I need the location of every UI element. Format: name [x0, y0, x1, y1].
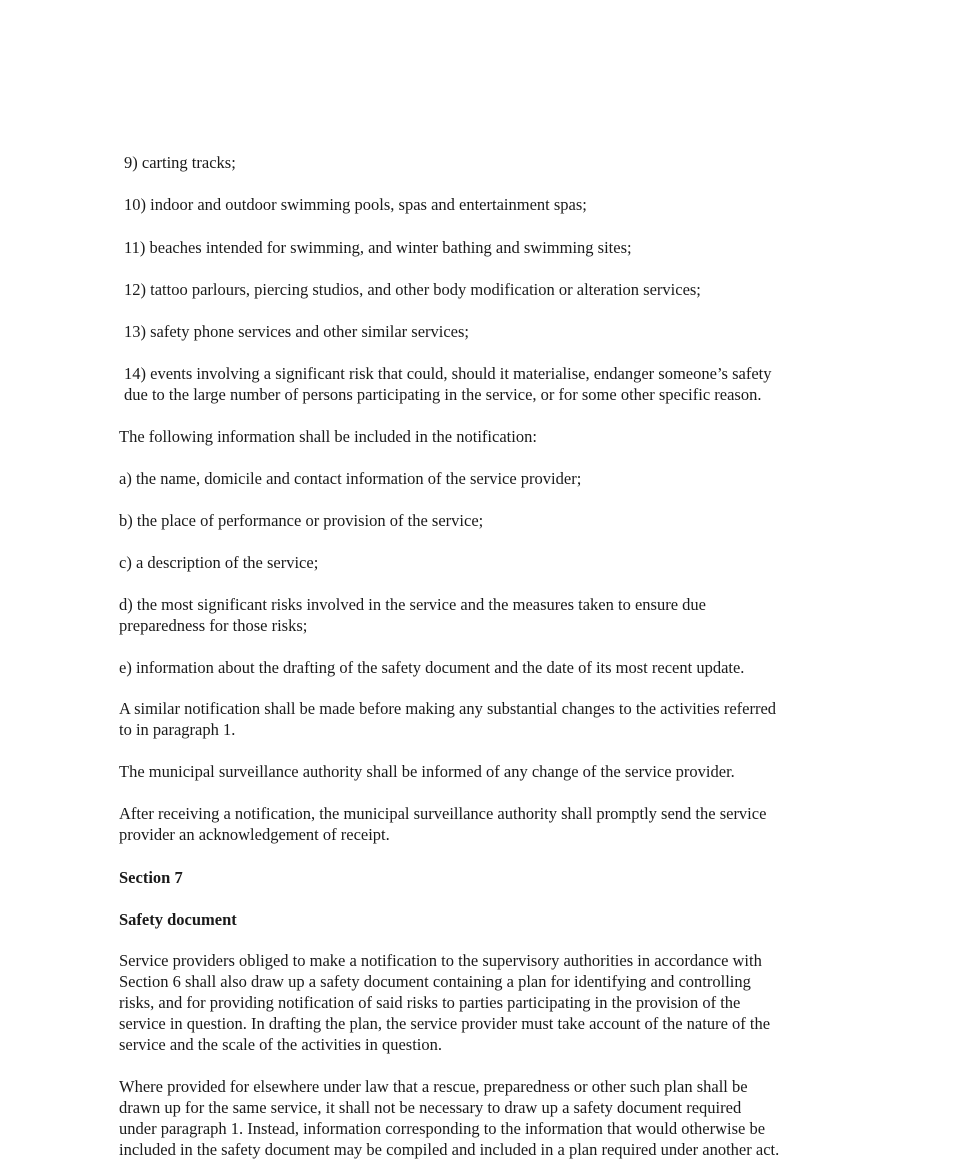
rescue-para-line1: Where provided for elsewhere under law that a rescue, preparedness or other such plan shall be — [119, 1077, 748, 1096]
info-item-d-line2: preparedness for those risks; — [119, 616, 308, 635]
list-item-9: 9) carting tracks; — [124, 153, 236, 172]
safety-para-line1: Service providers obliged to make a notification to the supervisory authorities in accordance with — [119, 951, 762, 970]
rescue-para-line2: drawn up for the same service, it shall not be necessary to draw up a safety document required — [119, 1098, 742, 1117]
list-item-13: 13) safety phone services and other similar services; — [124, 322, 470, 341]
info-item-c: c) a description of the service; — [119, 553, 319, 572]
list-item-10: 10) indoor and outdoor swimming pools, spas and entertainment spas; — [124, 195, 587, 214]
safety-para-line4: service in question. In drafting the plan, the service provider must take account of the nature of the — [119, 1014, 771, 1033]
section-number: Section 7 — [119, 868, 183, 887]
safety-para-line5: service and the scale of the activities in question. — [119, 1035, 443, 1054]
list-item-11: 11) beaches intended for swimming, and winter bathing and swimming sites; — [124, 238, 632, 257]
list-item-12: 12) tattoo parlours, piercing studios, and other body modification or alteration services; — [124, 280, 701, 299]
safety-para-line3: risks, and for providing notification of said risks to parties participating in the provision of the — [119, 993, 741, 1012]
receipt-line2: provider an acknowledgement of receipt. — [119, 825, 390, 844]
list-item-14-line1: 14) events involving a significant risk that could, should it materialise, endanger someone’s safety — [124, 364, 772, 383]
safety-para-line2: Section 6 shall also draw up a safety document containing a plan for identifying and controlling — [119, 972, 751, 991]
info-item-a: a) the name, domicile and contact information of the service provider; — [119, 469, 582, 488]
rescue-para-line4: included in the safety document may be compiled and included in a plan required under another act. — [119, 1140, 780, 1159]
section-title: Safety document — [119, 910, 237, 929]
rescue-para-line3: under paragraph 1. Instead, information corresponding to the information that would otherwise be — [119, 1119, 766, 1138]
change-info: The municipal surveillance authority shall be informed of any change of the service provider. — [119, 762, 735, 781]
info-item-e: e) information about the drafting of the safety document and the date of its most recent update. — [119, 658, 745, 677]
notification-intro: The following information shall be included in the notification: — [119, 427, 537, 446]
info-item-d-line1: d) the most significant risks involved in the service and the measures taken to ensure due — [119, 595, 706, 614]
similar-notification-line2: to in paragraph 1. — [119, 720, 236, 739]
similar-notification-line1: A similar notification shall be made before making any substantial changes to the activities referred — [119, 699, 777, 718]
receipt-line1: After receiving a notification, the municipal surveillance authority shall promptly send the service — [119, 804, 767, 823]
list-item-14-line2: due to the large number of persons participating in the service, or for some other specific reason. — [124, 385, 762, 404]
info-item-b: b) the place of performance or provision of the service; — [119, 511, 484, 530]
